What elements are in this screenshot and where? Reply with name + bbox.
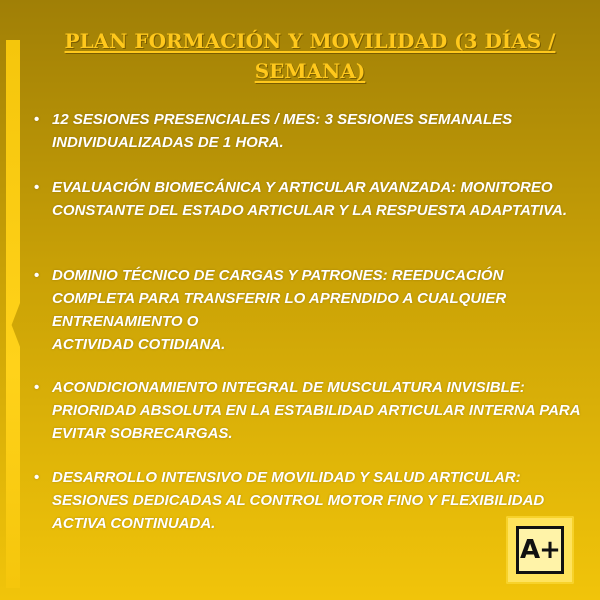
list-item	[34, 264, 590, 356]
list-item-text: DOMINIO TÉCNICO DE CARGAS Y PATRONES: REEDUCACIÓN COMPLETA PARA TRANSFERIR LO APRENDIDO A CUALQUIER ENTRENAMIENTO O ACTIVIDAD COTIDIANA.	[52, 267, 507, 353]
list-item-text: EVALUACIÓN BIOMECÁNICA Y ARTICULAR AVANZADA: MONITOREO CONSTANTE DEL ESTADO ARTICULAR Y LA RESPUESTA ADAPTATIVA.	[52, 179, 568, 219]
bullet-icon: •	[34, 179, 40, 196]
logo-mark: A+	[516, 526, 564, 574]
bullet-icon: •	[34, 267, 40, 284]
bullet-icon: •	[34, 111, 40, 128]
list-item-text: ACONDICIONAMIENTO INTEGRAL DE MUSCULATURA INVISIBLE: PRIORIDAD ABSOLUTA EN LA ESTABILIDAD ARTICULAR INTERNA PARA EVITAR SOBRECARGAS.	[52, 379, 581, 442]
list-item-text: 12 SESIONES PRESENCIALES / MES: 3 SESIONES SEMANALES INDIVIDUALIZADAS DE 1 HORA.	[52, 111, 513, 151]
page-title: PLAN FORMACIÓN Y MOVILIDAD (3 DÍAS / SEMANA)	[64, 29, 556, 83]
bullet-icon: •	[34, 379, 40, 396]
bullet-icon: •	[34, 469, 40, 486]
list-item-text: DESARROLLO INTENSIVO DE MOVILIDAD Y SALUD ARTICULAR: SESIONES DEDICADAS AL CONTROL MOTOR FINO Y FLEXIBILIDAD ACTIVA CONTINUADA.	[52, 469, 545, 532]
list-item	[34, 176, 590, 222]
brand-logo	[506, 516, 574, 584]
list-item	[34, 108, 590, 154]
decorative-side-stripe	[6, 40, 20, 588]
list-item	[34, 376, 590, 445]
